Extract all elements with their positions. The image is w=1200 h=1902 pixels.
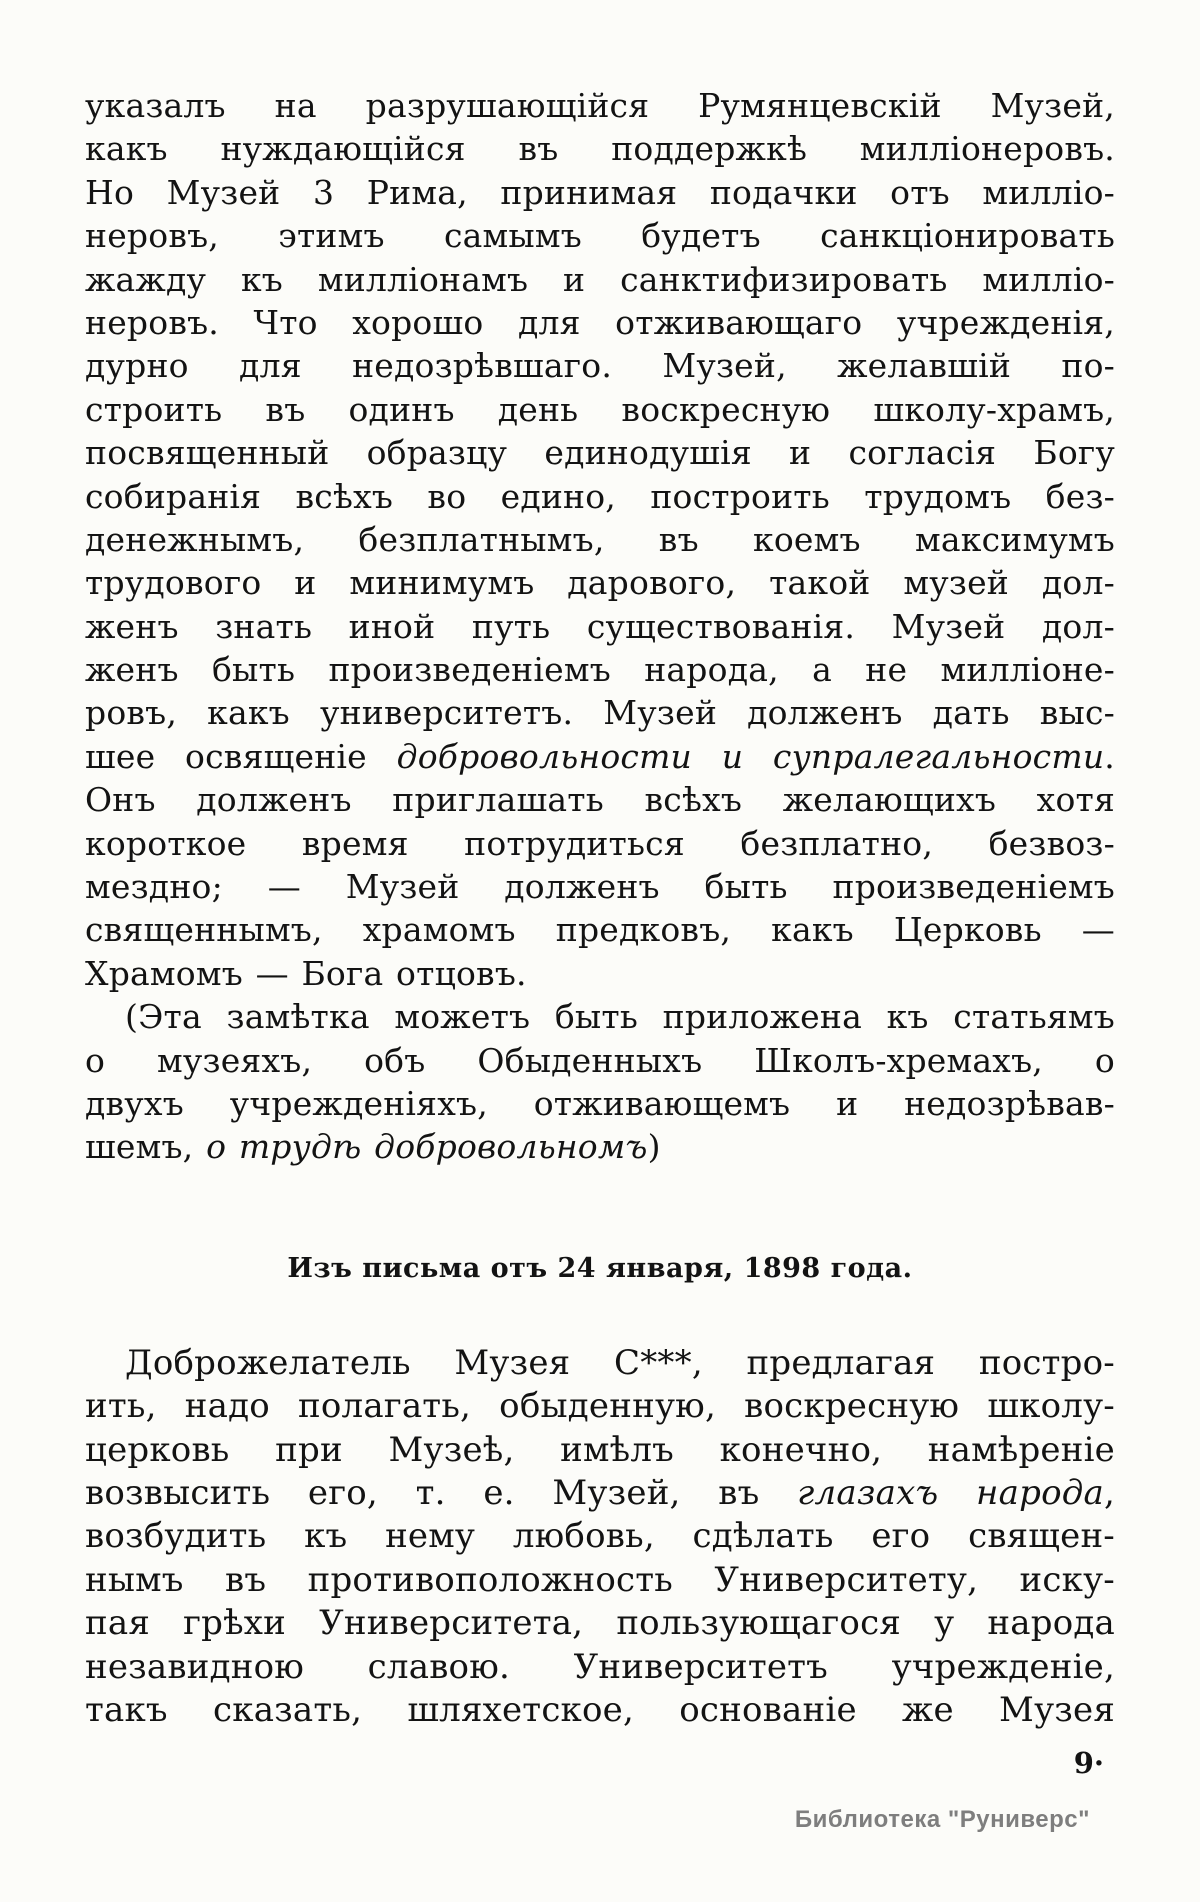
italic-phrase: добровольности и супралегальности	[396, 736, 1105, 776]
text-line: Доброжелатель Музея С***, предлагая постро-	[125, 1342, 1115, 1383]
text-line: женъ быть произведеніемъ народа, а не милліоне-	[85, 650, 1115, 690]
text-line: нымъ въ противоположность Университету, иску-	[85, 1559, 1115, 1600]
italic-phrase: глазахъ народа	[797, 1472, 1104, 1513]
text-line: о музеяхъ, объ Обыденныхъ Школъ-хремахъ, о	[85, 1040, 1115, 1080]
text-line: короткое время потрудиться безплатно, безвоз-	[85, 823, 1115, 863]
text-line: трудового и минимумъ дарового, такой музей дол-	[85, 563, 1115, 603]
text-line: возвысить его, т. е. Музей, въ глазахъ народа,	[85, 1472, 1115, 1513]
text-line: шемъ, о трудѣ добровольномъ)	[85, 1127, 661, 1167]
text-line: дурно для недозрѣвшаго. Музей, желавшій по-	[85, 346, 1115, 386]
text-line: собиранія всѣхъ во едино, построить трудомъ без-	[85, 476, 1115, 516]
text-line: какъ нуждающійся въ поддержкѣ милліонеровъ.	[85, 129, 1115, 169]
text-line: мездно; — Музей долженъ быть произведеніемъ	[85, 867, 1115, 907]
text-line: священнымъ, храмомъ предковъ, какъ Церковь —	[85, 910, 1115, 950]
paragraph-letter-body	[85, 1342, 1115, 1733]
text-line: ровъ, какъ университетъ. Музей долженъ дать выс-	[85, 693, 1115, 733]
text-line: пая грѣхи Университета, пользующагося у народа	[85, 1603, 1115, 1644]
text-line: посвященный образцу единодушія и согласія Богу	[85, 433, 1115, 473]
text-line: (Эта замѣтка можетъ быть приложена къ статьямъ	[125, 997, 1115, 1037]
text-line: строить въ одинъ день воскресную школу-храмъ,	[85, 389, 1115, 429]
page-number: 9·	[1073, 1746, 1104, 1780]
section-heading: Изъ письма отъ 24 января, 1898 года.	[287, 1252, 913, 1284]
text-line: церковь при Музеѣ, имѣлъ конечно, намѣреніе	[85, 1429, 1115, 1470]
text-line: денежнымъ, безплатнымъ, въ коемъ максимумъ	[85, 519, 1115, 559]
italic-phrase: о трудѣ добровольномъ	[206, 1127, 648, 1167]
text-line: неровъ. Что хорошо для отживающаго учрежденія,	[85, 302, 1115, 342]
library-watermark: Библиотека "Руниверс"	[794, 1806, 1090, 1833]
text-line: шее освященіе добровольности и супралегальности.	[85, 736, 1115, 776]
paragraph-note-appendix	[85, 995, 1115, 1169]
text-line: неровъ, этимъ самымъ будетъ санкціонировать	[85, 216, 1115, 256]
text-line: указалъ на разрушающійся Румянцевскій Музей,	[85, 86, 1115, 125]
text-line: возбудить къ нему любовь, сдѣлать его священ-	[85, 1516, 1115, 1557]
text-line: двухъ учрежденіяхъ, отживающемъ и недозрѣвав-	[85, 1083, 1115, 1123]
text-line: женъ знать иной путь существованія. Музей дол-	[85, 606, 1115, 646]
text-line: ить, надо полагать, обыденную, воскресную школу-	[85, 1386, 1115, 1427]
text-line: Онъ долженъ приглашать всѣхъ желающихъ хотя	[85, 780, 1115, 820]
paragraph-museum-note	[85, 84, 1115, 995]
page-text	[85, 84, 1115, 1732]
text-line: Но Музей 3 Рима, принимая подачки отъ милліо-	[85, 172, 1115, 212]
text-line: жажду къ милліонамъ и санктифизировать милліо-	[85, 259, 1115, 299]
text-line: незавидною славою. Университетъ учрежденіе,	[85, 1646, 1115, 1687]
text-line: Храмомъ — Бога отцовъ.	[85, 953, 527, 993]
text-line: такъ сказать, шляхетское, основаніе же Музея	[85, 1689, 1115, 1730]
